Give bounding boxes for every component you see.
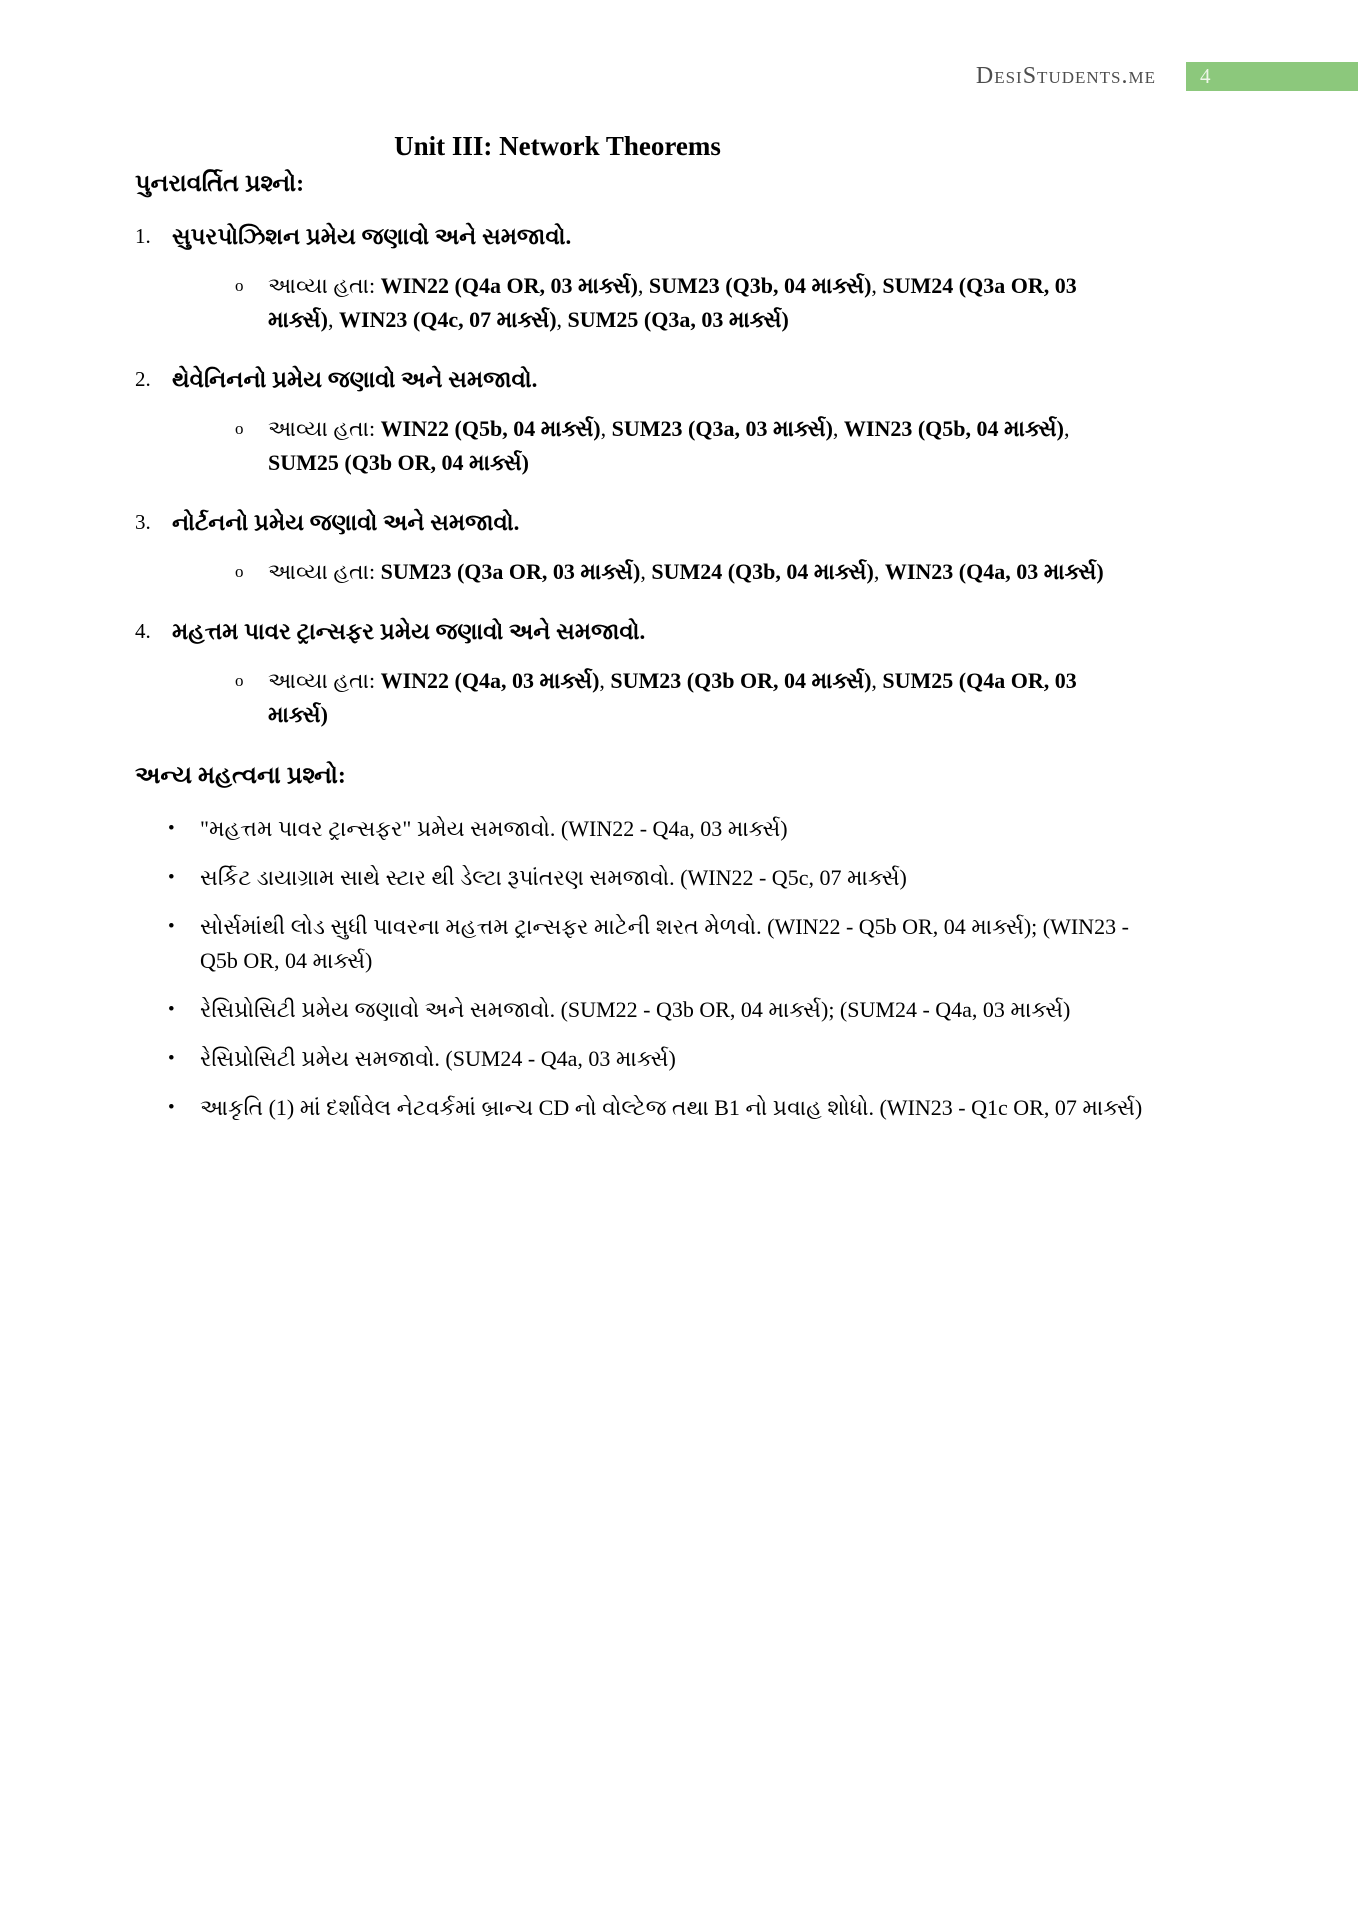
- bullet-text: રેસિપ્રોસિટી પ્રમેય સમજાવો. (SUM24 - Q4a, 03 માર્ક્સ): [200, 1046, 676, 1071]
- bullet-item: [168, 1042, 1163, 1076]
- item-exam-refs: [235, 269, 1140, 337]
- bullet-icon: •: [168, 999, 175, 1020]
- item-exam-refs: [235, 555, 1140, 589]
- bullet-icon: •: [168, 818, 175, 839]
- item-exam-refs: [235, 664, 1140, 732]
- bullet-item: [168, 910, 1163, 978]
- repeated-questions-heading: પુનરાવર્તિત પ્રશ્નો:: [135, 171, 305, 197]
- item-question: મહત્તમ પાવર ટ્રાન્સફર પ્રમેય જણાવો અને સમજાવો.: [172, 619, 646, 644]
- refs-list: SUM23 (Q3a OR, 03 માર્ક્સ), SUM24 (Q3b, 04 માર્ક્સ), WIN23 (Q4a, 03 માર્ક્સ): [380, 559, 1104, 584]
- refs-prefix: આવ્યા હતા:: [268, 416, 381, 441]
- refs-prefix: આવ્યા હતા:: [268, 559, 381, 584]
- item-question: થેવેનિનનો પ્રમેય જણાવો અને સમજાવો.: [172, 367, 538, 392]
- list-item: [135, 506, 1170, 539]
- bullet-text: "મહત્તમ પાવર ટ્રાન્સફર" પ્રમેય સમજાવો. (WIN22 - Q4a, 03 માર્ક્સ): [200, 816, 788, 841]
- item-number: 4.: [135, 619, 151, 643]
- list-item: [135, 220, 1170, 253]
- item-question: સુપરપોઝિશન પ્રમેય જણાવો અને સમજાવો.: [172, 224, 572, 249]
- item-number: 2.: [135, 367, 151, 391]
- sub-bullet-icon: o: [235, 276, 244, 295]
- sub-bullet-icon: o: [235, 419, 244, 438]
- refs-list: WIN22 (Q5b, 04 માર્ક્સ), SUM23 (Q3a, 03 માર્ક્સ), WIN23 (Q5b, 04 માર્ક્સ), SUM25 (Q3b OR, 04 માર્ક્સ): [268, 416, 1070, 475]
- sub-bullet-icon: o: [235, 671, 244, 690]
- bullet-text: આકૃતિ (1) માં દર્શાવેલ નેટવર્કમાં બ્રાન્ચ CD નો વોલ્ટેજ તથા B1 નો પ્રવાહ શોધો. (WIN23 - Q1c OR, 07 માર્ક્સ): [200, 1095, 1143, 1120]
- item-exam-refs: [235, 412, 1140, 480]
- page-number-badge: [1186, 62, 1358, 91]
- item-number: 3.: [135, 510, 151, 534]
- other-questions-heading: અન્ય મહત્વના પ્રશ્નો:: [135, 763, 346, 789]
- bullet-icon: •: [168, 1097, 175, 1118]
- bullet-icon: •: [168, 867, 175, 888]
- site-name: DesiStudents.me: [975, 63, 1156, 89]
- bullet-icon: •: [168, 1048, 175, 1069]
- bullet-text: રેસિપ્રોસિટી પ્રમેય જણાવો અને સમજાવો. (SUM22 - Q3b OR, 04 માર્ક્સ); (SUM24 - Q4a, 03 માર્ક્સ): [200, 997, 1071, 1022]
- document-body: [135, 130, 1170, 1140]
- bullet-item: [168, 861, 1163, 895]
- refs-prefix: આવ્યા હતા:: [268, 668, 381, 693]
- bullet-item: [168, 993, 1163, 1027]
- bullet-text: સર્કિટ ડાયાગ્રામ સાથે સ્ટાર થી ડેલ્ટા રૂપાંતરણ સમજાવો. (WIN22 - Q5c, 07 માર્ક્સ): [200, 865, 907, 890]
- page-header: [976, 62, 1358, 91]
- bullet-icon: •: [168, 916, 175, 937]
- list-item: [135, 363, 1170, 396]
- list-item: [135, 615, 1170, 648]
- item-number: 1.: [135, 224, 151, 248]
- refs-list: WIN22 (Q4a OR, 03 માર્ક્સ), SUM23 (Q3b, 04 માર્ક્સ), SUM24 (Q3a OR, 03 માર્ક્સ), WIN23 (Q4c, 07 માર્ક્સ), SUM25 (Q3a, 03 માર્ક્સ): [268, 273, 1077, 332]
- sub-bullet-icon: o: [235, 562, 244, 581]
- bullet-text: સોર્સમાંથી લોડ સુધી પાવરના મહત્તમ ટ્રાન્સફર માટેની શરત મેળવો. (WIN22 - Q5b OR, 04 માર્ક્સ); (WIN23 - Q5b OR, 04 માર્ક્સ): [200, 914, 1129, 973]
- refs-prefix: આવ્યા હતા:: [268, 273, 381, 298]
- bullet-item: [168, 1091, 1163, 1125]
- bullet-item: [168, 812, 1163, 846]
- page-title: Unit III: Network Theorems: [394, 131, 721, 161]
- page-number: 4: [1200, 64, 1211, 88]
- refs-list: WIN22 (Q4a, 03 માર્ક્સ), SUM23 (Q3b OR, 04 માર્ક્સ), SUM25 (Q4a OR, 03 માર્ક્સ): [268, 668, 1077, 727]
- item-question: નોર્ટનનો પ્રમેય જણાવો અને સમજાવો.: [172, 510, 520, 535]
